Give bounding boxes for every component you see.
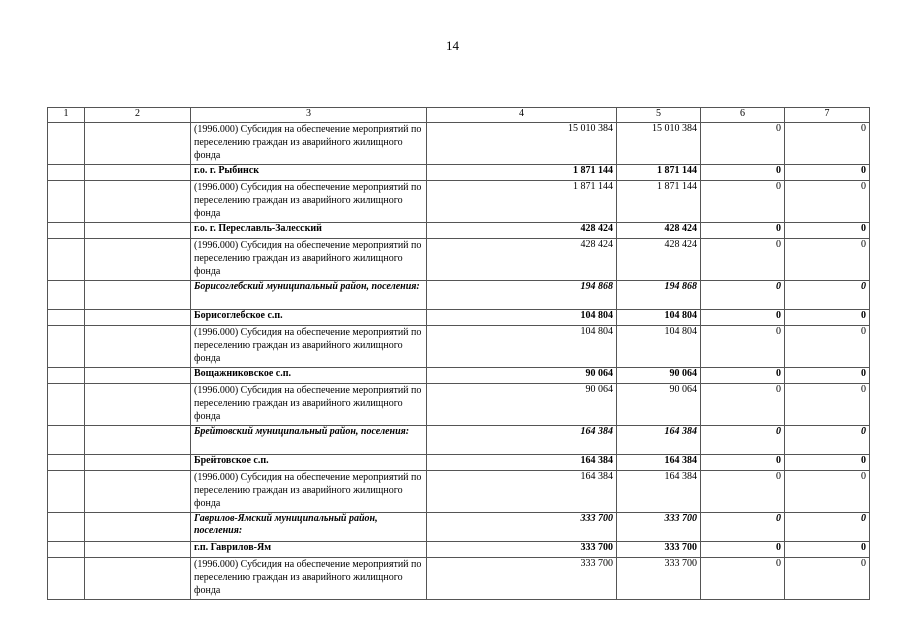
table-row: [48, 426, 870, 455]
cell-col-2: [85, 542, 191, 558]
cell-col-7: 0: [785, 384, 870, 426]
cell-col-2: [85, 281, 191, 310]
cell-col-4: 194 868: [427, 281, 617, 310]
cell-col-4: 333 700: [427, 513, 617, 542]
cell-col-2: [85, 513, 191, 542]
cell-col-2: [85, 368, 191, 384]
cell-col-1: [48, 368, 85, 384]
table-row: [48, 310, 870, 326]
cell-name: Брейтовское с.п.: [191, 455, 427, 471]
table-row: [48, 165, 870, 181]
cell-col-4: 1 871 144: [427, 181, 617, 223]
table-body: [48, 123, 870, 600]
table-row: [48, 239, 870, 281]
cell-name: Борисоглебское с.п.: [191, 310, 427, 326]
cell-col-4: 104 804: [427, 326, 617, 368]
table-row: [48, 368, 870, 384]
cell-col-1: [48, 513, 85, 542]
col-header-2: 2: [85, 108, 191, 123]
cell-col-6: 0: [701, 455, 785, 471]
cell-col-5: 333 700: [617, 542, 701, 558]
cell-col-7: 0: [785, 310, 870, 326]
cell-name: (1996.000) Субсидия на обеспечение мероприятий по переселению граждан из аварийного жилищного фонда: [191, 384, 427, 426]
cell-name: Гаврилов-Ямский муниципальный район, поселения:: [191, 513, 427, 542]
cell-col-7: 0: [785, 426, 870, 455]
cell-col-6: 0: [701, 542, 785, 558]
cell-col-5: 333 700: [617, 513, 701, 542]
cell-col-6: 0: [701, 165, 785, 181]
cell-col-7: 0: [785, 558, 870, 600]
cell-col-1: [48, 326, 85, 368]
cell-col-6: 0: [701, 239, 785, 281]
cell-col-2: [85, 181, 191, 223]
cell-col-4: 164 384: [427, 471, 617, 513]
col-header-5: 5: [617, 108, 701, 123]
cell-col-7: 0: [785, 542, 870, 558]
cell-col-2: [85, 384, 191, 426]
cell-col-7: 0: [785, 123, 870, 165]
cell-col-6: 0: [701, 368, 785, 384]
cell-col-2: [85, 471, 191, 513]
cell-col-5: 15 010 384: [617, 123, 701, 165]
cell-col-5: 164 384: [617, 471, 701, 513]
cell-col-6: 0: [701, 471, 785, 513]
cell-col-1: [48, 310, 85, 326]
cell-col-4: 428 424: [427, 239, 617, 281]
cell-col-1: [48, 426, 85, 455]
cell-col-5: 333 700: [617, 558, 701, 600]
cell-col-5: 194 868: [617, 281, 701, 310]
cell-col-2: [85, 239, 191, 281]
cell-col-1: [48, 181, 85, 223]
cell-col-4: 428 424: [427, 223, 617, 239]
table-row: [48, 326, 870, 368]
budget-table: [47, 107, 870, 600]
cell-col-5: 1 871 144: [617, 181, 701, 223]
cell-col-4: 164 384: [427, 426, 617, 455]
cell-col-4: 333 700: [427, 542, 617, 558]
page-number: 14: [446, 38, 459, 53]
cell-col-5: 164 384: [617, 426, 701, 455]
cell-col-7: 0: [785, 513, 870, 542]
cell-name: г.о. г. Рыбинск: [191, 165, 427, 181]
cell-col-7: 0: [785, 281, 870, 310]
col-header-4: 4: [427, 108, 617, 123]
cell-col-7: 0: [785, 223, 870, 239]
cell-col-4: 90 064: [427, 384, 617, 426]
cell-col-6: 0: [701, 513, 785, 542]
cell-col-4: 15 010 384: [427, 123, 617, 165]
cell-col-6: 0: [701, 281, 785, 310]
col-header-6: 6: [701, 108, 785, 123]
cell-col-4: 333 700: [427, 558, 617, 600]
cell-col-1: [48, 223, 85, 239]
cell-col-1: [48, 542, 85, 558]
cell-col-5: 104 804: [617, 310, 701, 326]
cell-col-1: [48, 455, 85, 471]
table-row: [48, 513, 870, 542]
col-header-1: 1: [48, 108, 85, 123]
col-header-7: 7: [785, 108, 870, 123]
cell-col-6: 0: [701, 123, 785, 165]
cell-col-1: [48, 123, 85, 165]
table-row: [48, 281, 870, 310]
cell-name: Вощажниковское с.п.: [191, 368, 427, 384]
cell-col-1: [48, 384, 85, 426]
cell-col-7: 0: [785, 181, 870, 223]
cell-col-7: 0: [785, 471, 870, 513]
cell-col-5: 428 424: [617, 239, 701, 281]
cell-col-2: [85, 326, 191, 368]
table-row: [48, 123, 870, 165]
cell-col-4: 90 064: [427, 368, 617, 384]
cell-col-6: 0: [701, 558, 785, 600]
cell-col-5: 90 064: [617, 368, 701, 384]
cell-col-2: [85, 123, 191, 165]
cell-col-1: [48, 165, 85, 181]
cell-col-6: 0: [701, 310, 785, 326]
cell-col-7: 0: [785, 368, 870, 384]
header-row: [48, 108, 870, 123]
cell-col-5: 164 384: [617, 455, 701, 471]
cell-col-1: [48, 558, 85, 600]
cell-name: (1996.000) Субсидия на обеспечение мероприятий по переселению граждан из аварийного жилищного фонда: [191, 558, 427, 600]
table-row: [48, 384, 870, 426]
cell-name: (1996.000) Субсидия на обеспечение мероприятий по переселению граждан из аварийного жилищного фонда: [191, 326, 427, 368]
cell-name: Брейтовский муниципальный район, поселения:: [191, 426, 427, 455]
cell-col-1: [48, 471, 85, 513]
cell-col-7: 0: [785, 455, 870, 471]
cell-name: г.о. г. Переславль-Залесский: [191, 223, 427, 239]
cell-col-6: 0: [701, 223, 785, 239]
table-row: [48, 471, 870, 513]
table-row: [48, 223, 870, 239]
cell-name: Борисоглебский муниципальный район, поселения:: [191, 281, 427, 310]
table-row: [48, 558, 870, 600]
cell-col-6: 0: [701, 384, 785, 426]
cell-col-2: [85, 455, 191, 471]
cell-col-5: 1 871 144: [617, 165, 701, 181]
cell-col-7: 0: [785, 326, 870, 368]
cell-col-7: 0: [785, 165, 870, 181]
cell-col-4: 104 804: [427, 310, 617, 326]
cell-name: (1996.000) Субсидия на обеспечение мероприятий по переселению граждан из аварийного жилищного фонда: [191, 239, 427, 281]
cell-col-2: [85, 558, 191, 600]
table-row: [48, 181, 870, 223]
cell-col-2: [85, 165, 191, 181]
table-row: [48, 455, 870, 471]
cell-col-4: 164 384: [427, 455, 617, 471]
cell-name: г.п. Гаврилов-Ям: [191, 542, 427, 558]
cell-col-2: [85, 310, 191, 326]
cell-col-6: 0: [701, 326, 785, 368]
cell-col-5: 90 064: [617, 384, 701, 426]
cell-name: (1996.000) Субсидия на обеспечение мероприятий по переселению граждан из аварийного жилищного фонда: [191, 471, 427, 513]
cell-col-6: 0: [701, 181, 785, 223]
table-row: [48, 542, 870, 558]
cell-col-4: 1 871 144: [427, 165, 617, 181]
cell-col-5: 104 804: [617, 326, 701, 368]
cell-name: (1996.000) Субсидия на обеспечение мероприятий по переселению граждан из аварийного жилищного фонда: [191, 123, 427, 165]
cell-name: (1996.000) Субсидия на обеспечение мероприятий по переселению граждан из аварийного жилищного фонда: [191, 181, 427, 223]
cell-col-1: [48, 239, 85, 281]
cell-col-7: 0: [785, 239, 870, 281]
col-header-3: 3: [191, 108, 427, 123]
cell-col-6: 0: [701, 426, 785, 455]
cell-col-5: 428 424: [617, 223, 701, 239]
cell-col-1: [48, 281, 85, 310]
cell-col-2: [85, 223, 191, 239]
cell-col-2: [85, 426, 191, 455]
